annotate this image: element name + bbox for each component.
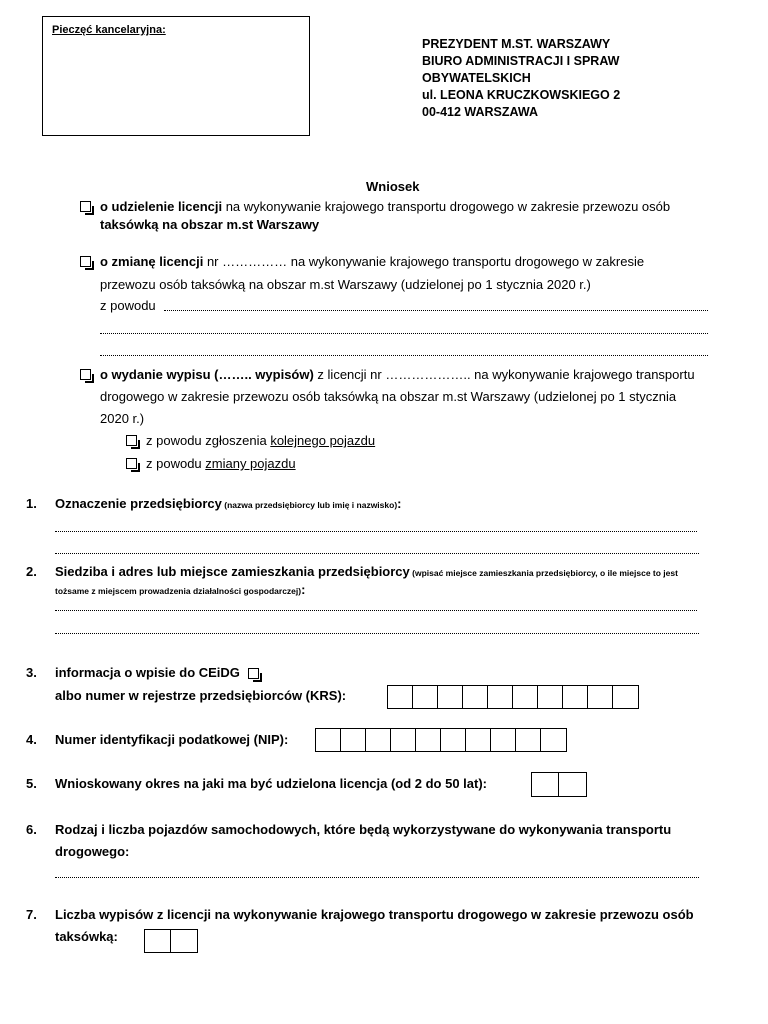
item-2-note-2: tożsame z miejscem prowadzenia działalności gospodarczej) xyxy=(55,586,302,596)
item-1-colon: : xyxy=(397,496,402,511)
item-3-label: informacja o wpisie do CEiDG xyxy=(55,665,240,680)
checkbox-next-vehicle[interactable] xyxy=(126,435,137,446)
item-2-colon: : xyxy=(301,582,306,597)
checkbox-ceidg[interactable] xyxy=(248,668,259,679)
address-line-1: PREZYDENT M.ST. WARSZAWY xyxy=(422,37,611,51)
item-2-title: Siedziba i adres lub miejsce zamieszkania przedsiębiorcy xyxy=(55,564,410,579)
checkbox-issue-extract[interactable] xyxy=(80,369,91,380)
krs-number-input[interactable] xyxy=(387,685,639,709)
entrepreneur-name-field-2[interactable] xyxy=(55,553,699,554)
opt3-line1 xyxy=(100,367,695,383)
stamp-label: Pieczęć kancelaryjna: xyxy=(52,24,166,36)
opt2-reason-field-3[interactable] xyxy=(100,355,708,356)
opt3-line2: drogowego w zakresie przewozu osób taksówką na obszar m.st Warszawy (udzielonej po 1 stycznia xyxy=(100,389,677,404)
page-title: Wniosek xyxy=(366,179,420,194)
item-7-label: Liczba wypisów z licencji na wykonywanie krajowego transportu drogowego w zakresie przewozu osób xyxy=(55,907,694,922)
item-5-label: Wnioskowany okres na jaki ma być udzielona licencja (od 2 do 50 lat): xyxy=(55,776,488,791)
opt2-rest: nr …………… na wykonywanie krajowego transportu drogowego w zakresie xyxy=(203,254,645,269)
item-3-label-2: albo numer w rejestrze przedsiębiorców (KRS): xyxy=(55,688,347,703)
opt2-line1 xyxy=(100,254,644,270)
item-7-label-2: taksówką: xyxy=(55,929,118,944)
opt1-bold: o udzielenie licencji xyxy=(100,199,223,214)
item-1-note: (nazwa przedsiębiorcy lub imię i nazwisko) xyxy=(221,500,398,510)
entrepreneur-name-field[interactable] xyxy=(55,531,697,532)
checkbox-vehicle-change[interactable] xyxy=(126,458,137,469)
item-7-number: 7. xyxy=(26,907,37,922)
sub2-text xyxy=(146,456,296,472)
opt2-reason-field-2[interactable] xyxy=(100,333,708,334)
opt3-line3: 2020 r.) xyxy=(100,411,145,426)
address-line-5: 00-412 WARSZAWA xyxy=(422,105,539,119)
address-line-4: ul. LEONA KRUCZKOWSKIEGO 2 xyxy=(422,88,621,102)
opt2-reason-field[interactable] xyxy=(164,310,708,311)
vehicles-field[interactable] xyxy=(55,877,699,878)
item-5-number: 5. xyxy=(26,776,37,791)
item-6-label-2: drogowego: xyxy=(55,844,130,859)
nip-input[interactable] xyxy=(315,728,567,752)
opt2-bold: o zmianę licencji xyxy=(100,254,204,269)
opt1-rest: na wykonywanie krajowego transportu drogowego w zakresie przewozu osób xyxy=(222,199,671,214)
sub1-pre: z powodu zgłoszenia xyxy=(146,433,271,448)
sub2-pre: z powodu xyxy=(146,456,206,471)
item-1-number: 1. xyxy=(26,496,37,511)
recipient-address xyxy=(422,36,620,121)
item-4-label: Numer identyfikacji podatkowej (NIP): xyxy=(55,732,289,747)
opt3-rest: z licencji nr ……………….. na wykonywanie krajowego transportu xyxy=(313,367,695,382)
item-6-label: Rodzaj i liczba pojazdów samochodowych, które będą wykorzystywane do wykonywania transportu xyxy=(55,822,672,837)
item-2-label-cont xyxy=(55,582,305,599)
address-field-2[interactable] xyxy=(55,633,699,634)
item-2-note: (wpisać miejsce zamieszkania przedsiębiorcy, o ile miejsce to jest xyxy=(409,568,678,578)
opt1-line1 xyxy=(100,199,670,215)
item-1-label xyxy=(55,496,402,513)
stamp-box xyxy=(42,16,310,136)
sub2-underline: zmiany pojazdu xyxy=(205,456,296,471)
item-4-number: 4. xyxy=(26,732,37,747)
item-3-number: 3. xyxy=(26,665,37,680)
address-line-3: OBYWATELSKICH xyxy=(422,71,531,85)
opt1-line2: taksówką na obszar m.st Warszawy xyxy=(100,217,320,232)
checkbox-change-license[interactable] xyxy=(80,256,91,267)
item-1-title: Oznaczenie przedsiębiorcy xyxy=(55,496,222,511)
opt2-reason-label: z powodu xyxy=(100,298,156,313)
address-line-2: BIURO ADMINISTRACJI I SPRAW xyxy=(422,54,620,68)
item-2-number: 2. xyxy=(26,564,37,579)
license-period-input[interactable] xyxy=(531,772,587,797)
item-6-number: 6. xyxy=(26,822,37,837)
extracts-count-input[interactable] xyxy=(144,929,198,953)
sub1-text xyxy=(146,433,375,449)
sub1-underline: kolejnego pojazdu xyxy=(270,433,376,448)
item-2-label xyxy=(55,564,678,581)
address-field[interactable] xyxy=(55,610,697,611)
checkbox-grant-license[interactable] xyxy=(80,201,91,212)
opt3-bold: o wydanie wypisu (…….. wypisów) xyxy=(100,367,314,382)
opt2-line2: przewozu osób taksówką na obszar m.st Warszawy (udzielonej po 1 stycznia 2020 r.) xyxy=(100,277,591,292)
